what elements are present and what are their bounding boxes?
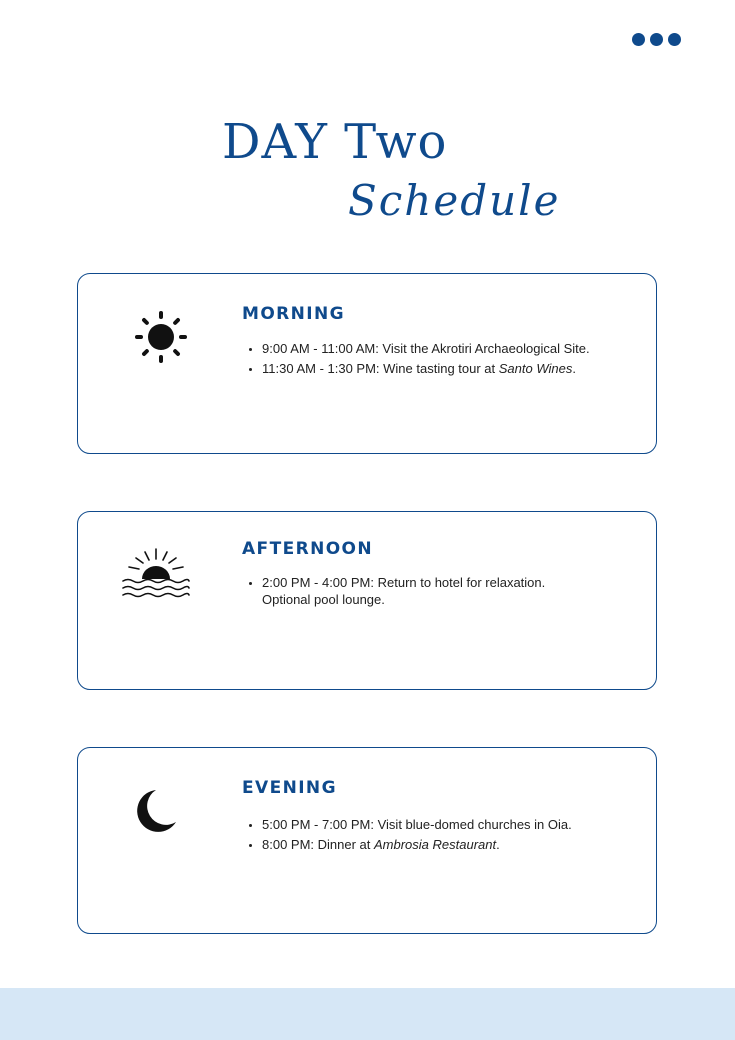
activity-suffix: . <box>496 837 500 852</box>
page-subtitle: Schedule <box>348 176 561 225</box>
list-item <box>262 836 662 853</box>
activity-text: 5:00 PM - 7:00 PM: Visit blue-domed churches in Oia. <box>262 817 572 832</box>
section-heading: MORNING <box>242 304 345 324</box>
activity-list <box>244 574 592 611</box>
activity-suffix: . <box>572 361 576 376</box>
activity-list <box>244 340 662 380</box>
activity-text: 2:00 PM - 4:00 PM: Return to hotel for relaxation. Optional pool lounge. <box>262 575 546 607</box>
activity-text: 8:00 PM: Dinner at <box>262 837 374 852</box>
list-item <box>262 574 592 608</box>
venue-name: Ambrosia Restaurant <box>374 837 497 852</box>
activity-text: 11:30 AM - 1:30 PM: Wine tasting tour at <box>262 361 499 376</box>
list-item <box>262 360 662 377</box>
sun-icon <box>134 310 188 364</box>
moon-icon <box>134 788 178 834</box>
dot <box>668 33 681 46</box>
list-item <box>262 340 662 357</box>
list-item <box>262 816 662 833</box>
morning-card <box>77 273 657 454</box>
more-options-icon[interactable] <box>632 33 681 46</box>
evening-card <box>77 747 657 934</box>
sunset-icon <box>121 548 191 602</box>
venue-name: Santo Wines <box>498 361 573 376</box>
dot <box>650 33 663 46</box>
activity-text: 9:00 AM - 11:00 AM: Visit the Akrotiri Archaeological Site. <box>262 341 590 356</box>
section-heading: EVENING <box>242 778 337 798</box>
page-title: DAY Two <box>222 114 448 170</box>
activity-list <box>244 816 662 856</box>
afternoon-card <box>77 511 657 690</box>
footer-band <box>0 988 735 1040</box>
section-heading: AFTERNOON <box>242 539 374 559</box>
dot <box>632 33 645 46</box>
